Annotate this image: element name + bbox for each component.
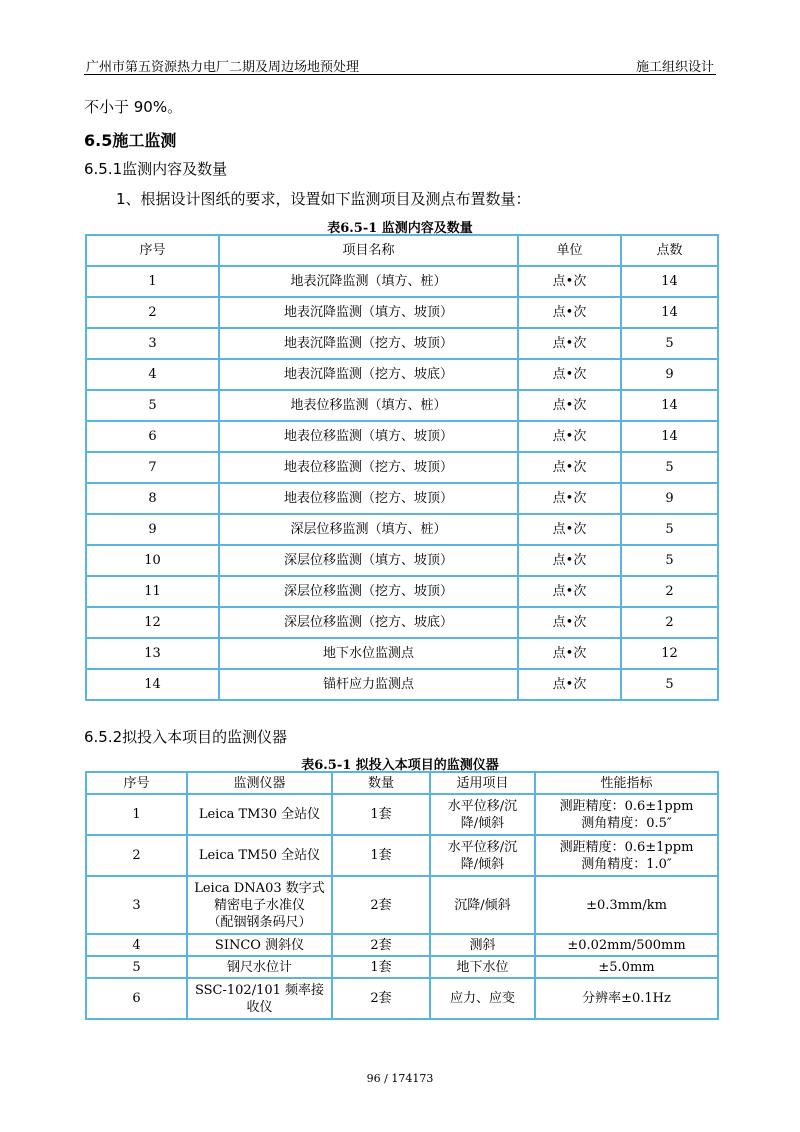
table-cell: 深层位移监测（挖方、坡顶） [219, 576, 518, 607]
table-row [86, 452, 718, 483]
table-cell: 地表沉降监测（挖方、坡顶） [219, 328, 518, 359]
table-cell: 水平位移/沉 降/倾斜 [430, 794, 535, 835]
table-row [86, 297, 718, 328]
table-caption: 表6.5-1 拟投入本项目的监测仪器 [301, 758, 499, 773]
table-cell: 4 [86, 359, 219, 390]
table-cell: 5 [621, 514, 718, 545]
column-header: 性能指标 [535, 772, 718, 794]
monitoring-content-table [85, 234, 719, 701]
section-title: 6.5施工监测 [84, 131, 177, 150]
table-cell: 点•次 [518, 638, 621, 669]
table-cell: 应力、应变 [430, 978, 535, 1019]
table-cell: 13 [86, 638, 219, 669]
table-row [86, 359, 718, 390]
table-cell: 点•次 [518, 483, 621, 514]
table-cell: 4 [86, 934, 187, 956]
column-header: 序号 [86, 235, 219, 266]
table-cell: 1套 [332, 794, 430, 835]
monitoring-instruments-table [85, 771, 719, 1020]
table-row [86, 421, 718, 452]
table-cell: 点•次 [518, 514, 621, 545]
table-row [86, 934, 718, 956]
table-cell: 测距精度：0.6±1ppm 测角精度：0.5″ [535, 794, 718, 835]
table-cell: 地表沉降监测（填方、桩） [219, 266, 518, 297]
page-header [84, 56, 716, 75]
table-cell: 3 [86, 328, 219, 359]
table-row [86, 514, 718, 545]
table-row [86, 794, 718, 835]
intro-line: 不小于 90%。 [84, 98, 183, 116]
table-row [86, 956, 718, 978]
table-cell: 1 [86, 266, 219, 297]
table-cell: 点•次 [518, 359, 621, 390]
table-cell: 2 [621, 576, 718, 607]
table-cell: 14 [621, 421, 718, 452]
table-caption: 表6.5-1 监测内容及数量 [327, 221, 473, 236]
table-cell: 地表位移监测（挖方、坡顶） [219, 452, 518, 483]
table-row [86, 576, 718, 607]
table-cell: 7 [86, 452, 219, 483]
subsection-title: 6.5.1监测内容及数量 [84, 160, 228, 178]
table-cell: 6 [86, 978, 187, 1019]
table-cell: 1套 [332, 835, 430, 876]
table-cell: 2套 [332, 978, 430, 1019]
column-header: 数量 [332, 772, 430, 794]
table-cell: 点•次 [518, 421, 621, 452]
table-cell: 点•次 [518, 328, 621, 359]
table-cell: 锚杆应力监测点 [219, 669, 518, 700]
table-cell: Leica TM30 全站仪 [187, 794, 332, 835]
header-document-title: 施工组织设计 [635, 60, 714, 75]
table-cell: 沉降/倾斜 [430, 876, 535, 934]
table-cell: 点•次 [518, 545, 621, 576]
table-row [86, 390, 718, 421]
table-cell: 2 [86, 835, 187, 876]
table-cell: 分辨率±0.1Hz [535, 978, 718, 1019]
table-cell: 9 [621, 483, 718, 514]
table-cell: 水平位移/沉 降/倾斜 [430, 835, 535, 876]
table-cell: 点•次 [518, 390, 621, 421]
column-header: 监测仪器 [187, 772, 332, 794]
table-cell: 5 [621, 545, 718, 576]
paragraph: 1、根据设计图纸的要求，设置如下监测项目及测点布置数量： [116, 190, 531, 208]
table-cell: 5 [86, 956, 187, 978]
table-cell: 测距精度：0.6±1ppm 测角精度：1.0″ [535, 835, 718, 876]
table-cell: 5 [621, 669, 718, 700]
table-row [86, 638, 718, 669]
table-cell: 地表位移监测（填方、坡顶） [219, 421, 518, 452]
table-cell: 地下水位监测点 [219, 638, 518, 669]
table-cell: 5 [86, 390, 219, 421]
column-header: 点数 [621, 235, 718, 266]
table-cell: 6 [86, 421, 219, 452]
table-cell: 点•次 [518, 669, 621, 700]
header-project-title: 广州市第五资源热力电厂二期及周边场地预处理 [86, 60, 360, 75]
table-cell: 地表位移监测（挖方、坡顶） [219, 483, 518, 514]
table-row [86, 978, 718, 1019]
table-cell: 9 [86, 514, 219, 545]
table-cell: 5 [621, 452, 718, 483]
table-cell: 1套 [332, 956, 430, 978]
table-cell: 深层位移监测（挖方、坡底） [219, 607, 518, 638]
table-row [86, 835, 718, 876]
table-row [86, 483, 718, 514]
table-cell: 12 [621, 638, 718, 669]
table-cell: 点•次 [518, 452, 621, 483]
table-cell: 地表沉降监测（填方、坡顶） [219, 297, 518, 328]
column-header: 项目名称 [219, 235, 518, 266]
table-cell: 14 [86, 669, 219, 700]
table-cell: 2套 [332, 934, 430, 956]
table-cell: 2套 [332, 876, 430, 934]
table-row [86, 669, 718, 700]
table-cell: 12 [86, 607, 219, 638]
table-cell: 测斜 [430, 934, 535, 956]
table-cell: SINCO 测斜仪 [187, 934, 332, 956]
table-cell: Leica DNA03 数字式 精密电子水准仪 （配铟钢条码尺） [187, 876, 332, 934]
table-cell: 10 [86, 545, 219, 576]
table-cell: 14 [621, 297, 718, 328]
table-cell: 点•次 [518, 297, 621, 328]
table-cell: 地表位移监测（填方、桩） [219, 390, 518, 421]
table-cell: 深层位移监测（填方、桩） [219, 514, 518, 545]
table-cell: 14 [621, 266, 718, 297]
column-header: 单位 [518, 235, 621, 266]
page-number: 96 / 174173 [366, 1072, 434, 1085]
table-cell: ±5.0mm [535, 956, 718, 978]
table-cell: ±0.3mm/km [535, 876, 718, 934]
table-cell: 2 [621, 607, 718, 638]
table-cell: 8 [86, 483, 219, 514]
table-cell: 2 [86, 297, 219, 328]
table-row [86, 328, 718, 359]
table-cell: SSC-102/101 频率接 收仪 [187, 978, 332, 1019]
table-cell: 地表沉降监测（挖方、坡底） [219, 359, 518, 390]
table-cell: 钢尺水位计 [187, 956, 332, 978]
table-cell: 深层位移监测（填方、坡顶） [219, 545, 518, 576]
table-cell: 1 [86, 794, 187, 835]
table-cell: ±0.02mm/500mm [535, 934, 718, 956]
subsection-title: 6.5.2拟投入本项目的监测仪器 [84, 728, 288, 746]
column-header: 序号 [86, 772, 187, 794]
table-cell: 11 [86, 576, 219, 607]
table-cell: 点•次 [518, 607, 621, 638]
column-header: 适用项目 [430, 772, 535, 794]
table-cell: 5 [621, 328, 718, 359]
table-cell: 地下水位 [430, 956, 535, 978]
table-cell: 14 [621, 390, 718, 421]
table-cell: 点•次 [518, 266, 621, 297]
table-row [86, 876, 718, 934]
table-row [86, 545, 718, 576]
table-cell: 点•次 [518, 576, 621, 607]
table-cell: 9 [621, 359, 718, 390]
table-cell: Leica TM50 全站仪 [187, 835, 332, 876]
table-row [86, 607, 718, 638]
table-row [86, 266, 718, 297]
table-cell: 3 [86, 876, 187, 934]
